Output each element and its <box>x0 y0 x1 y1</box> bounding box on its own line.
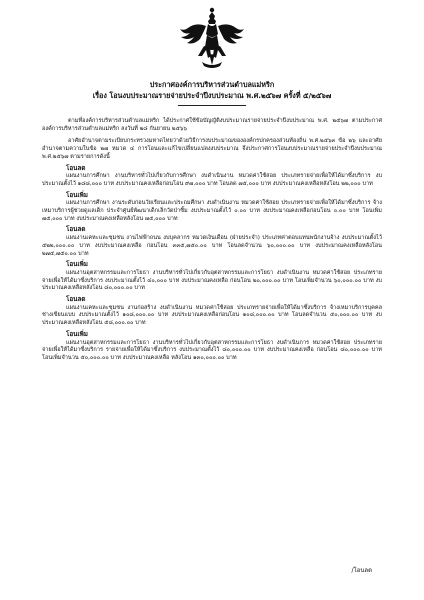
section-text: แผนงานการศึกษา งานระดับก่อนวัยเรียนและประถมศึกษา งบดำเนินงาน หมวดค่าใช้สอย ประเภทรายจ่ายเพื่อให้ได้มาซึ่งบริการ จ้างเหมาบริการผู้ช่วยดูแลเด็ก ประจำศูนย์พัฒนาเด็กเล็กวัดป่าซิ้ม งบประมาณตั้งไว้ ๐.๐๐ บาท งบประมาณคงเหลือก่อนโอน ๐.๐๐ บาท โอนเพิ่ม ๗๕,๐๐๐ บาท งบประมาณคงเหลือหลังโอน ๗๕,๐๐๐ บาท <box>42 200 382 222</box>
section-6 <box>42 331 382 363</box>
section-4 <box>42 261 382 293</box>
section-2 <box>42 192 382 224</box>
section-heading: โอนเพิ่ม <box>66 261 88 269</box>
section-5 <box>42 296 382 328</box>
announcement-title: ประกาศองค์การบริหารส่วนตำบลแม่หริก <box>149 80 275 89</box>
section-text: แผนงานอุตสาหกรรมและการโยธา งานบริหารทั่วไปเกี่ยวกับอุตสาหกรรมและการโยธา งบดำเนินการ หมวดค่าใช้สอย ประเภทรายจ่ายเพื่อให้ได้มาซึ่งบริการ รายจ่ายเพื่อให้ได้มาซึ่งบริการ งบประมาณตั้งไว้ ๘๐,๐๐๐.๐๐ บาท งบประมาณคงเหลือ ก่อนโอน ๘๐,๐๐๐.๐๐ บาท โอนเพิ่มจำนวน ๕๐,๐๐๐.๐๐ บาท งบประมาณคงเหลือ หลังโอน ๑๓๐,๐๐๐.๐๐ บาท <box>42 339 382 361</box>
section-text: แผนงานเคหะและชุมชน งานก่อสร้าง งบดำเนินงาน หมวดค่าใช้สอย ประเภทรายจ่ายเพื่อให้ได้มาซึ่งบริการ จ้างเหมาบริการบุคคลช่างเขียนแบบ งบประมาณตั้งไว้ ๑๐๘,๐๐๐.๐๐ บาท งบประมาณคงเหลือก่อนโอน ๑๐๘,๐๐๐.๐๐ บาท โอนลดจำนวน ๕๐,๐๐๐.๐๐ บาท งบประมาณคงเหลือหลังโอน ๕๘,๐๐๐.๐๐ บาท <box>42 304 382 327</box>
section-3 <box>42 226 382 258</box>
section-text: แผนงานอุตสาหกรรมและการโยธา งานบริหารทั่วไปเกี่ยวกับอุตสาหกรรมและการโยธา งบดำเนินงาน หมวดค่าใช้สอย ประเภทรายจ่ายเพื่อให้ได้มาซึ่งบริการ งบประมาณตั้งไว้ ๔๐,๐๐๐ บาท งบประมาณคงเหลือ ก่อนโอน ๒๐,๐๐๐.๐๐ บาท โอนเพิ่มจำนวน ๖๐,๐๐๐.๐๐ บาท งบประมาณคงเหลือหลังโอน ๘๐,๐๐๐.๐๐ บาท <box>42 269 382 292</box>
section-heading: โอนเพิ่ม <box>66 191 88 199</box>
continued-marker: /โอนลด <box>351 567 372 574</box>
title-divider <box>178 105 246 106</box>
intro-paragraph-1: ตามที่องค์การบริหารส่วนตำบลแม่หริก ได้ประกาศใช้ข้อบัญญัติงบประมาณรายจ่ายประจำปีงบประมาณ พ.ศ. ๒๕๖๗ ตามประกาศองค์การบริหารส่วนตำบลแม่หริก ลงวันที่ ๒๘ กันยายน ๒๕๖๖ <box>42 118 382 132</box>
section-heading: โอนลด <box>66 164 86 172</box>
section-heading: โอนเพิ่ม <box>66 330 88 338</box>
section-text: แผนงานการศึกษา งานบริหารทั่วไปเกี่ยวกับการศึกษา งบดำเนินงาน หมวดค่าใช้สอย ประเภทรายจ่ายเพื่อให้ได้มาซึ่งบริการ งบประมาณตั้งไว้ ๑๘๘,๐๐๐ บาท งบประมาณคงเหลือก่อนโอน ๙๗,๐๐๐ บาท โอนลด ๗๕,๐๐๐ บาท งบประมาณคงเหลือหลังโอน ๒๒,๐๐๐ บาท <box>42 173 382 187</box>
intro-paragraph-2: อาศัยอำนาจตามระเบียบกระทรวงมหาดไทยว่าด้วยวิธีการงบประมาณขององค์กรปกครองส่วนท้องถิ่น พ.ศ.๒๕๖๓ ข้อ ๒๖ และอาศัยอำนาจตามความในข้อ ๒๗ หมวด ๔ การโอนและแก้ไขเปลี่ยนแปลงงบประมาณ จึงประกาศการโอนงบประมาณรายจ่ายประจำปีงบประมาณ พ.ศ.๒๕๖๗ ตามรายการดังนี้ <box>42 138 382 160</box>
section-1 <box>42 165 382 189</box>
section-text: แผนงานเคหะและชุมชน งานไฟฟ้าถนน งบบุคลากร หมวดเงินเดือน (ฝ่ายประจำ) ประเภทค่าตอบแทนพนักงานจ้าง งบประมาณตั้งไว้ ๕๒๒,๐๐๐.๐๐ บาท งบประมาณคงเหลือ ก่อนโอน ๓๓๕,๗๕๐.๐๐ บาท โอนลดจำนวน ๖๐,๐๐๐.๐๐ บาท งบประมาณคงเหลือหลังโอน ๒๗๕,๗๕๐.๐๐ บาท <box>42 235 382 257</box>
announcement-subject: เรื่อง โอนงบประมาณรายจ่ายประจำปีงบประมาณ พ.ศ.๒๕๖๗ ครั้งที่ ๕/๒๕๖๗ <box>92 91 332 100</box>
section-heading: โอนลด <box>66 296 86 304</box>
section-heading: โอนลด <box>66 226 86 234</box>
garuda-emblem-icon <box>178 6 246 70</box>
document-body <box>42 118 382 363</box>
